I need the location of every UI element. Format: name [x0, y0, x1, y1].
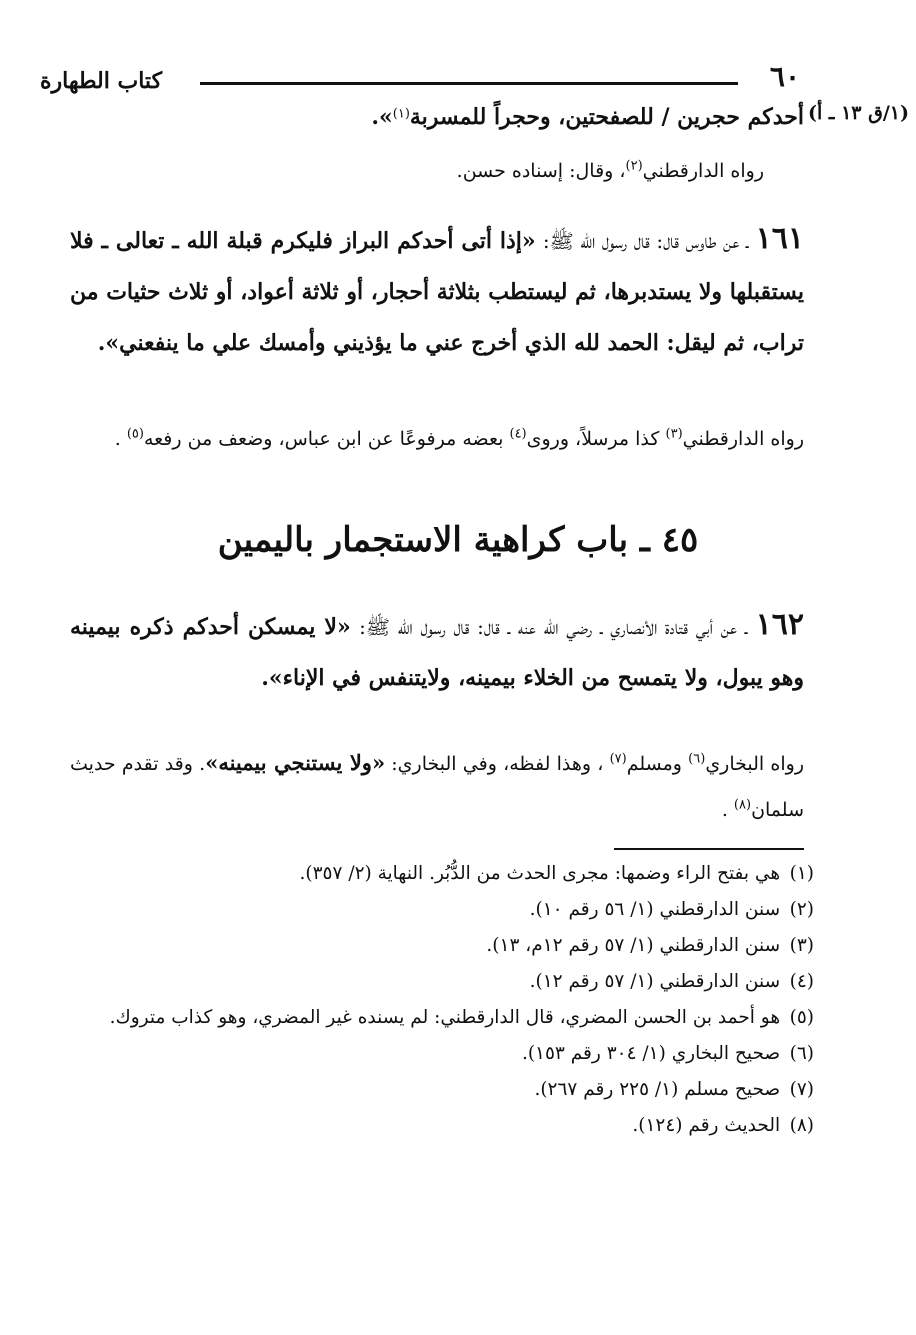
footnote-item	[70, 1072, 816, 1108]
narration-text: كذا مرسلاً، وروى	[526, 428, 666, 450]
hadith-number: ١٦٢	[755, 607, 804, 642]
chapter-heading: ٤٥ ـ باب كراهية الاستجمار باليمين	[217, 520, 699, 560]
page-header	[40, 52, 800, 112]
footnote-text: سنن الدارقطني (١/ ٥٦ رقم ١٠).	[529, 899, 781, 920]
footnote-ref: (٦)	[688, 751, 706, 767]
footnote-ref: (٥)	[126, 426, 144, 442]
footnote-item	[70, 892, 816, 928]
footnote-text: هي بفتح الراء وضمها: مجرى الحدث من الدُّبُر. النهاية (٢/ ٣٥٧).	[299, 863, 781, 884]
footnotes	[70, 856, 816, 1144]
footnote-ref: (٨)	[733, 797, 752, 813]
hadith-text: «لا يمسكن أحدكم ذكره بيمينه وهو يبول، ولا يتمسح من الخلاء بيمينه، ولايتنفس في الإناء».	[70, 614, 804, 691]
footnote-text: الحديث رقم (١٢٤).	[632, 1115, 781, 1136]
narration-text: ، وهذا لفظه، وفي البخاري:	[385, 753, 610, 775]
footnote-ref: (٣)	[665, 426, 683, 442]
narration-text: رواه الدارقطني	[682, 428, 804, 450]
narration-text: رواه الدارقطني	[642, 160, 764, 182]
footnote-item	[70, 1108, 816, 1144]
footnote-number: (٥)	[789, 1007, 814, 1028]
quoted-text: «ولا يستنجي بيمينه»	[205, 750, 386, 775]
narration-text: .	[114, 428, 127, 450]
footnote-text: سنن الدارقطني (١/ ٥٧ رقم ١٢م، ١٣).	[486, 935, 781, 956]
footnote-ref: (٧)	[609, 751, 627, 767]
footnote-text: هو أحمد بن الحسن المضري، قال الدارقطني: لم يسنده غير المضري، وهو كذاب متروك.	[109, 1007, 781, 1028]
footnote-number: (١)	[789, 863, 814, 884]
quote-close: ».	[371, 104, 393, 130]
hadith-162-narration	[70, 740, 804, 833]
continuation-text: أحدكم حجرين / للصفحتين، وحجراً للمسربة	[409, 104, 804, 130]
hadith-number: ١٦١	[755, 221, 804, 256]
footnote-number: (٤)	[789, 971, 814, 992]
hadith-intro: ـ عن طاوس قال: قال رسول الله ﷺ:	[542, 229, 749, 253]
narration-text: .	[721, 799, 734, 821]
narration-text: . وقد تقدم حديث سلمان	[70, 753, 804, 821]
narration-text: رواه البخاري	[705, 753, 805, 775]
narration-line	[70, 160, 764, 182]
footnote-item	[70, 1000, 816, 1036]
footnote-text: صحيح البخاري (١/ ٣٠٤ رقم ١٥٣).	[521, 1043, 781, 1064]
narration-text: ومسلم	[626, 753, 689, 775]
footnote-text: سنن الدارقطني (١/ ٥٧ رقم ١٢).	[529, 971, 781, 992]
continuation-line	[60, 102, 909, 144]
narration-text: بعضه مرفوعًا عن ابن عباس، وضعف من رفعه	[143, 428, 510, 450]
narration-text: ، وقال: إسناده حسن.	[456, 160, 626, 182]
hadith-162	[70, 600, 804, 704]
hadith-intro: ـ عن أبي قتادة الأنصاري ـ رضي الله عنه ـ قال: قال رسول الله ﷺ:	[359, 615, 748, 639]
footnote-ref: (٤)	[509, 426, 527, 442]
footnote-item	[70, 856, 816, 892]
footnote-number: (٧)	[789, 1079, 814, 1100]
footnote-separator	[614, 848, 804, 850]
footnote-text: صحيح مسلم (١/ ٢٢٥ رقم ٢٦٧).	[534, 1079, 781, 1100]
hadith-161-narration	[70, 420, 804, 458]
footnote-item	[70, 964, 816, 1000]
footnote-ref: (٢)	[625, 158, 643, 174]
footnote-item	[70, 1036, 816, 1072]
footnote-ref: (١)	[392, 106, 410, 122]
header-rule	[200, 82, 738, 85]
footnote-item	[70, 928, 816, 964]
manuscript-ref: (١/ق ١٣ ـ أ)	[807, 102, 909, 124]
footnote-number: (٨)	[789, 1115, 814, 1136]
page-number: ٦٠	[769, 60, 800, 93]
footnote-number: (٢)	[789, 899, 814, 920]
running-title: كتاب الطهارة	[40, 68, 163, 94]
footnote-number: (٦)	[789, 1043, 814, 1064]
footnote-number: (٣)	[789, 935, 814, 956]
hadith-161	[70, 214, 804, 369]
hadith-text: «إذا أتى أحدكم البراز فليكرم قبلة الله ـ تعالى ـ فلا يستقبلها ولا يستدبرها، ثم ليستطب بثلاثة أحجار، أو ثلاثة أعواد، أو ثلاث حثيات من تراب، ثم ليقل: الحمد لله الذي أخرج عني ما يؤذيني وأمسك علي ما ينفعني».	[70, 228, 804, 356]
